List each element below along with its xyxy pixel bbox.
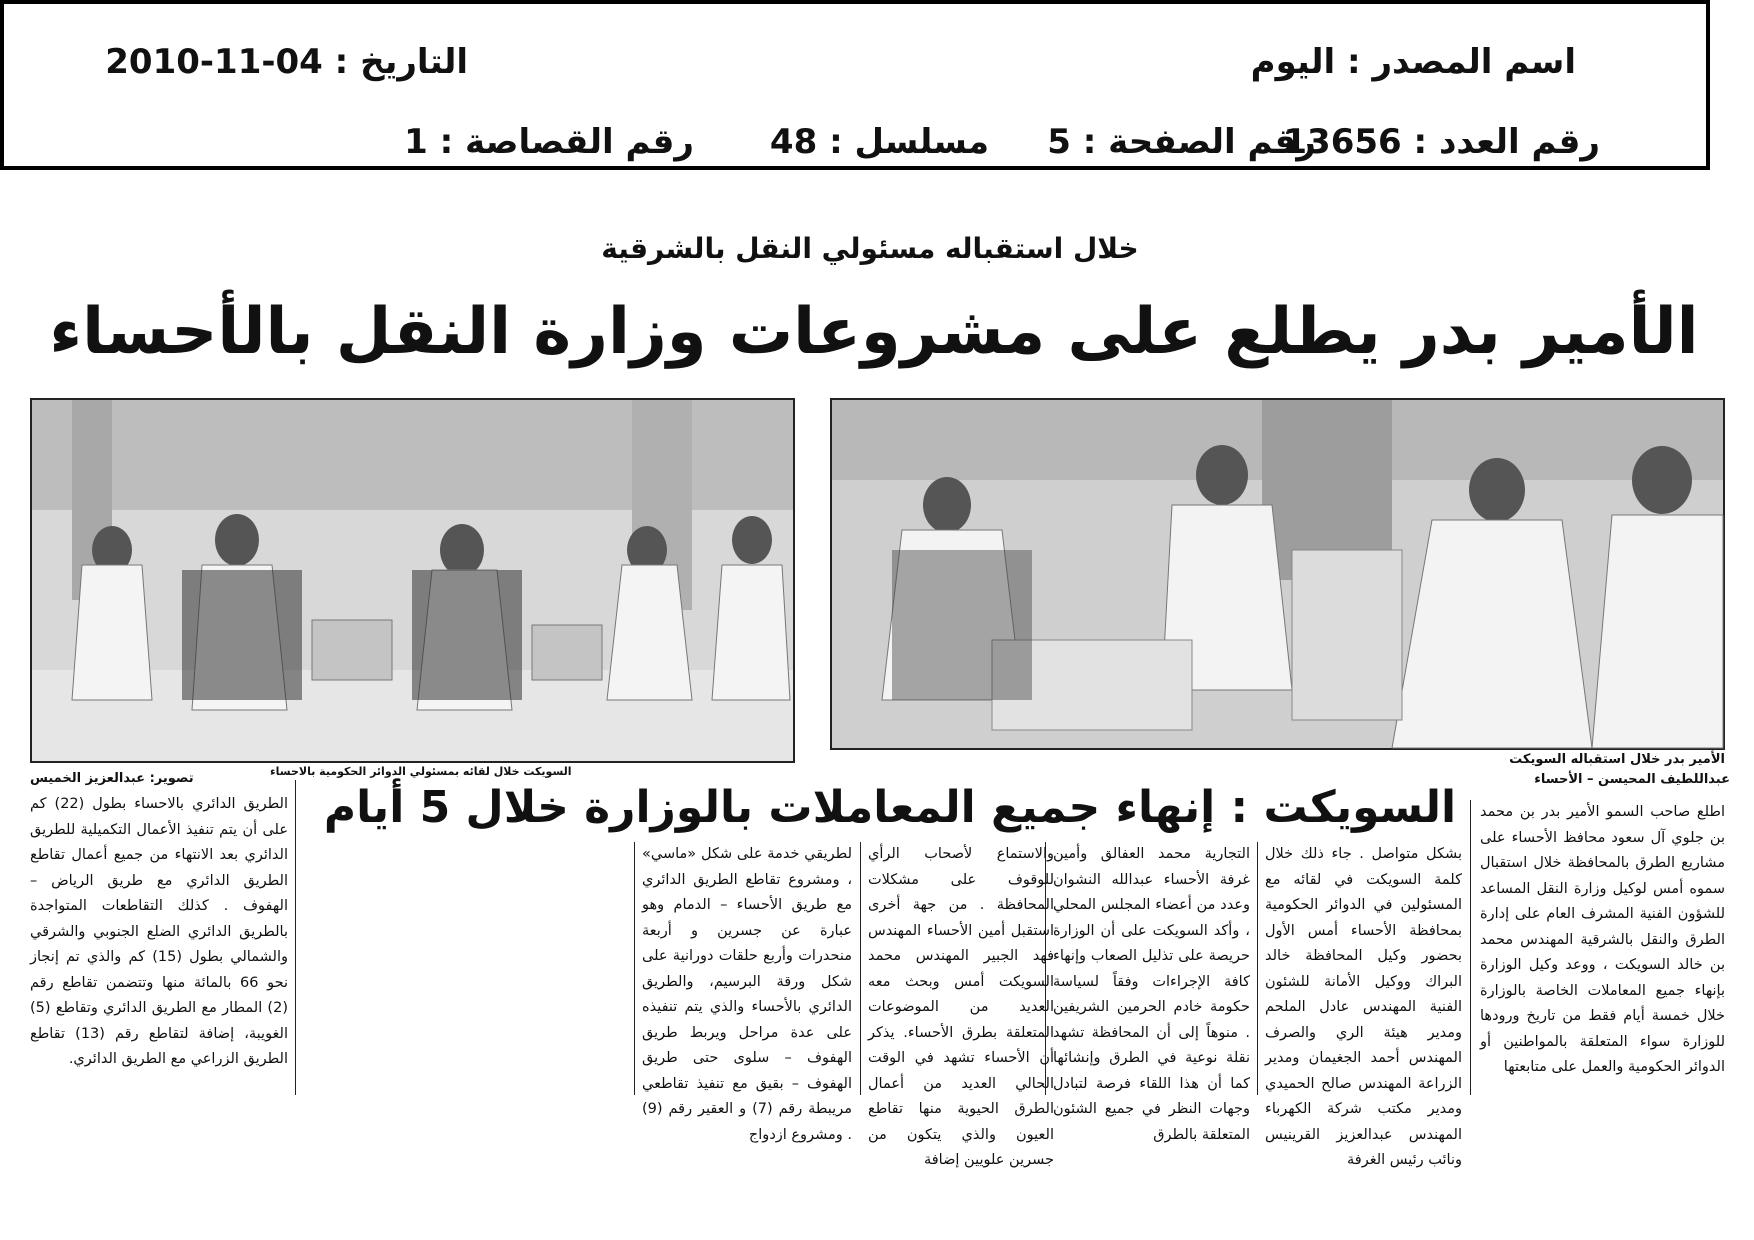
photo-prince-reception <box>830 398 1725 750</box>
column-rule <box>295 780 296 1095</box>
article-column-4: والاستماع لأصحاب الرأي للوقوف على مشكلات المحافظة . من جهة أخرى استقبل أمين الأحساء المهندس فهد الجبير المهندس محمد السويكت أمس وبحث معه العديد من الموضوعات المتعلقة بطرق الأحساء. يذكر أن الأحساء تشهد في الوقت الحالي العديد من أعمال الطرق الحيوية منها تقاطع العيون والذي يتكون من جسرين علويين إضافة <box>868 846 1054 1168</box>
clip-number-label: رقم القصاصة : 1 <box>404 122 694 162</box>
article-column-6: الطريق الدائري بالاحساء بطول (22) كم على أن يتم تنفيذ الأعمال التكميلية للطريق الدائري بعد الانتهاء من جميع أعمال تقاطع الطريق الدائري مع طريق الرياض – الهفوف . كذلك التقاطعات المتواجدة بالطريق الدائري الضلع الجنوبي والشرقي والشمالي بطول (15) كم والذي تم إنجاز نحو 66 بالمائة منها وتتضمن تقاطع رقم (2) المطار مع الطريق الدائري وتقاطع (5) الغويبة، إضافة لتقاطع رقم (13) تقاطع الطريق الزراعي مع الطريق الدائري. <box>30 796 289 1067</box>
column-rule <box>1470 800 1471 1095</box>
article-headline: الأمير بدر يطلع على مشروعات وزارة النقل بالأحساء <box>49 295 1699 369</box>
photo-meeting-left <box>30 398 795 763</box>
caption-right-2: عبداللطيف المحيسن – الأحساء <box>1534 772 1730 787</box>
column-rule <box>860 842 861 1095</box>
article-column-3: التجارية محمد العفالق وأمين غرفة الأحساء عبدالله النشوان وعدد من أعضاء المجلس المحلي ، وأكد السويكت على أن الوزارة حريصة على تذليل الصعاب وإنهاء كافة الإجراءات وفقاً لسياسة حكومة خادم الحرمين الشريفين . منوهاً إلى أن المحافظة تشهد نقلة نوعية في الطرق وإنشائها كما أن هذا اللقاء فرصة لتبادل وجهات النظر في جميع الشئون المتعلقة بالطرق <box>1053 846 1250 1143</box>
column-rule <box>1257 842 1258 1095</box>
caption-right-1: الأمير بدر خلال استقباله السويكت <box>1509 752 1725 767</box>
issue-number-label: رقم العدد : 13656 <box>1283 122 1600 162</box>
photo-credit: تصوير: عبدالعزيز الخميس <box>30 771 194 786</box>
serial-label: مسلسل : 48 <box>769 122 989 162</box>
article-column-1: اطلع صاحب السمو الأمير بدر بن محمد بن جلوي آل سعود محافظ الأحساء على مشاريع الطرق بالمحافظة خلال استقبال سموه أمس لوكيل وزارة النقل المساعد للشؤون الفنية المشرف العام على إدارة الطرق والنقل بالشرقية المهندس محمد بن خالد السويكت ، ووعد وكيل الوزارة بإنهاء جميع المعاملات الخاصة بالوزارة خلال خمسة أيام فقط من تاريخ ورودها للوزارة سواء المتعلقة بالمواطنين أو الدوائر الحكومية والعمل على متابعتها <box>1480 804 1725 1075</box>
source-label: اسم المصدر : اليوم <box>1250 42 1576 82</box>
column-rule <box>634 842 635 1095</box>
caption-left: السويكت خلال لقائه بمسئولي الدوائر الحكومية بالاحساء <box>270 765 572 778</box>
date-label: التاريخ : 04-11-2010 <box>105 42 468 82</box>
article-column-2: بشكل متواصل . جاء ذلك خلال كلمة السويكت في لقائه مع المسئولين في الدوائر الحكومية بمحافظة الأحساء أمس الأول بحضور وكيل المحافظة خالد البراك ووكيل الأمانة للشئون الفنية المهندس عادل الملحم ومدير هيئة الري والصرف المهندس أحمد الجغيمان ومدير الزراعة المهندس صالح الحميدي ومدير مكتب شركة الكهرباء المهندس عبدالعزيز القرينيس ونائب رئيس الغرفة <box>1265 846 1462 1168</box>
article-subheadline: السويكت : إنهاء جميع المعاملات بالوزارة خلال 5 أيام <box>323 782 1457 833</box>
page-number-label: رقم الصفحة : 5 <box>1047 122 1316 162</box>
article-column-5: لطريقي خدمة على شكل «ماسي» ، ومشروع تقاطع الطريق الدائري مع طريق الأحساء – الدمام وهو عبارة عن جسرين و أربعة منحدرات وأربع حلقات دورانية على شكل ورقة البرسيم، والطريق الدائري بالأحساء والذي يتم تنفيذه على عدة مراحل ويربط طريق الهفوف – سلوى حتى طريق الهفوف – بقيق مع تنفيذ تقاطعي مريبطة رقم (7) و العقير رقم (9) . ومشروع ازدواج <box>642 846 852 1143</box>
article-kicker: خلال استقباله مسئولي النقل بالشرقية <box>601 232 1139 265</box>
